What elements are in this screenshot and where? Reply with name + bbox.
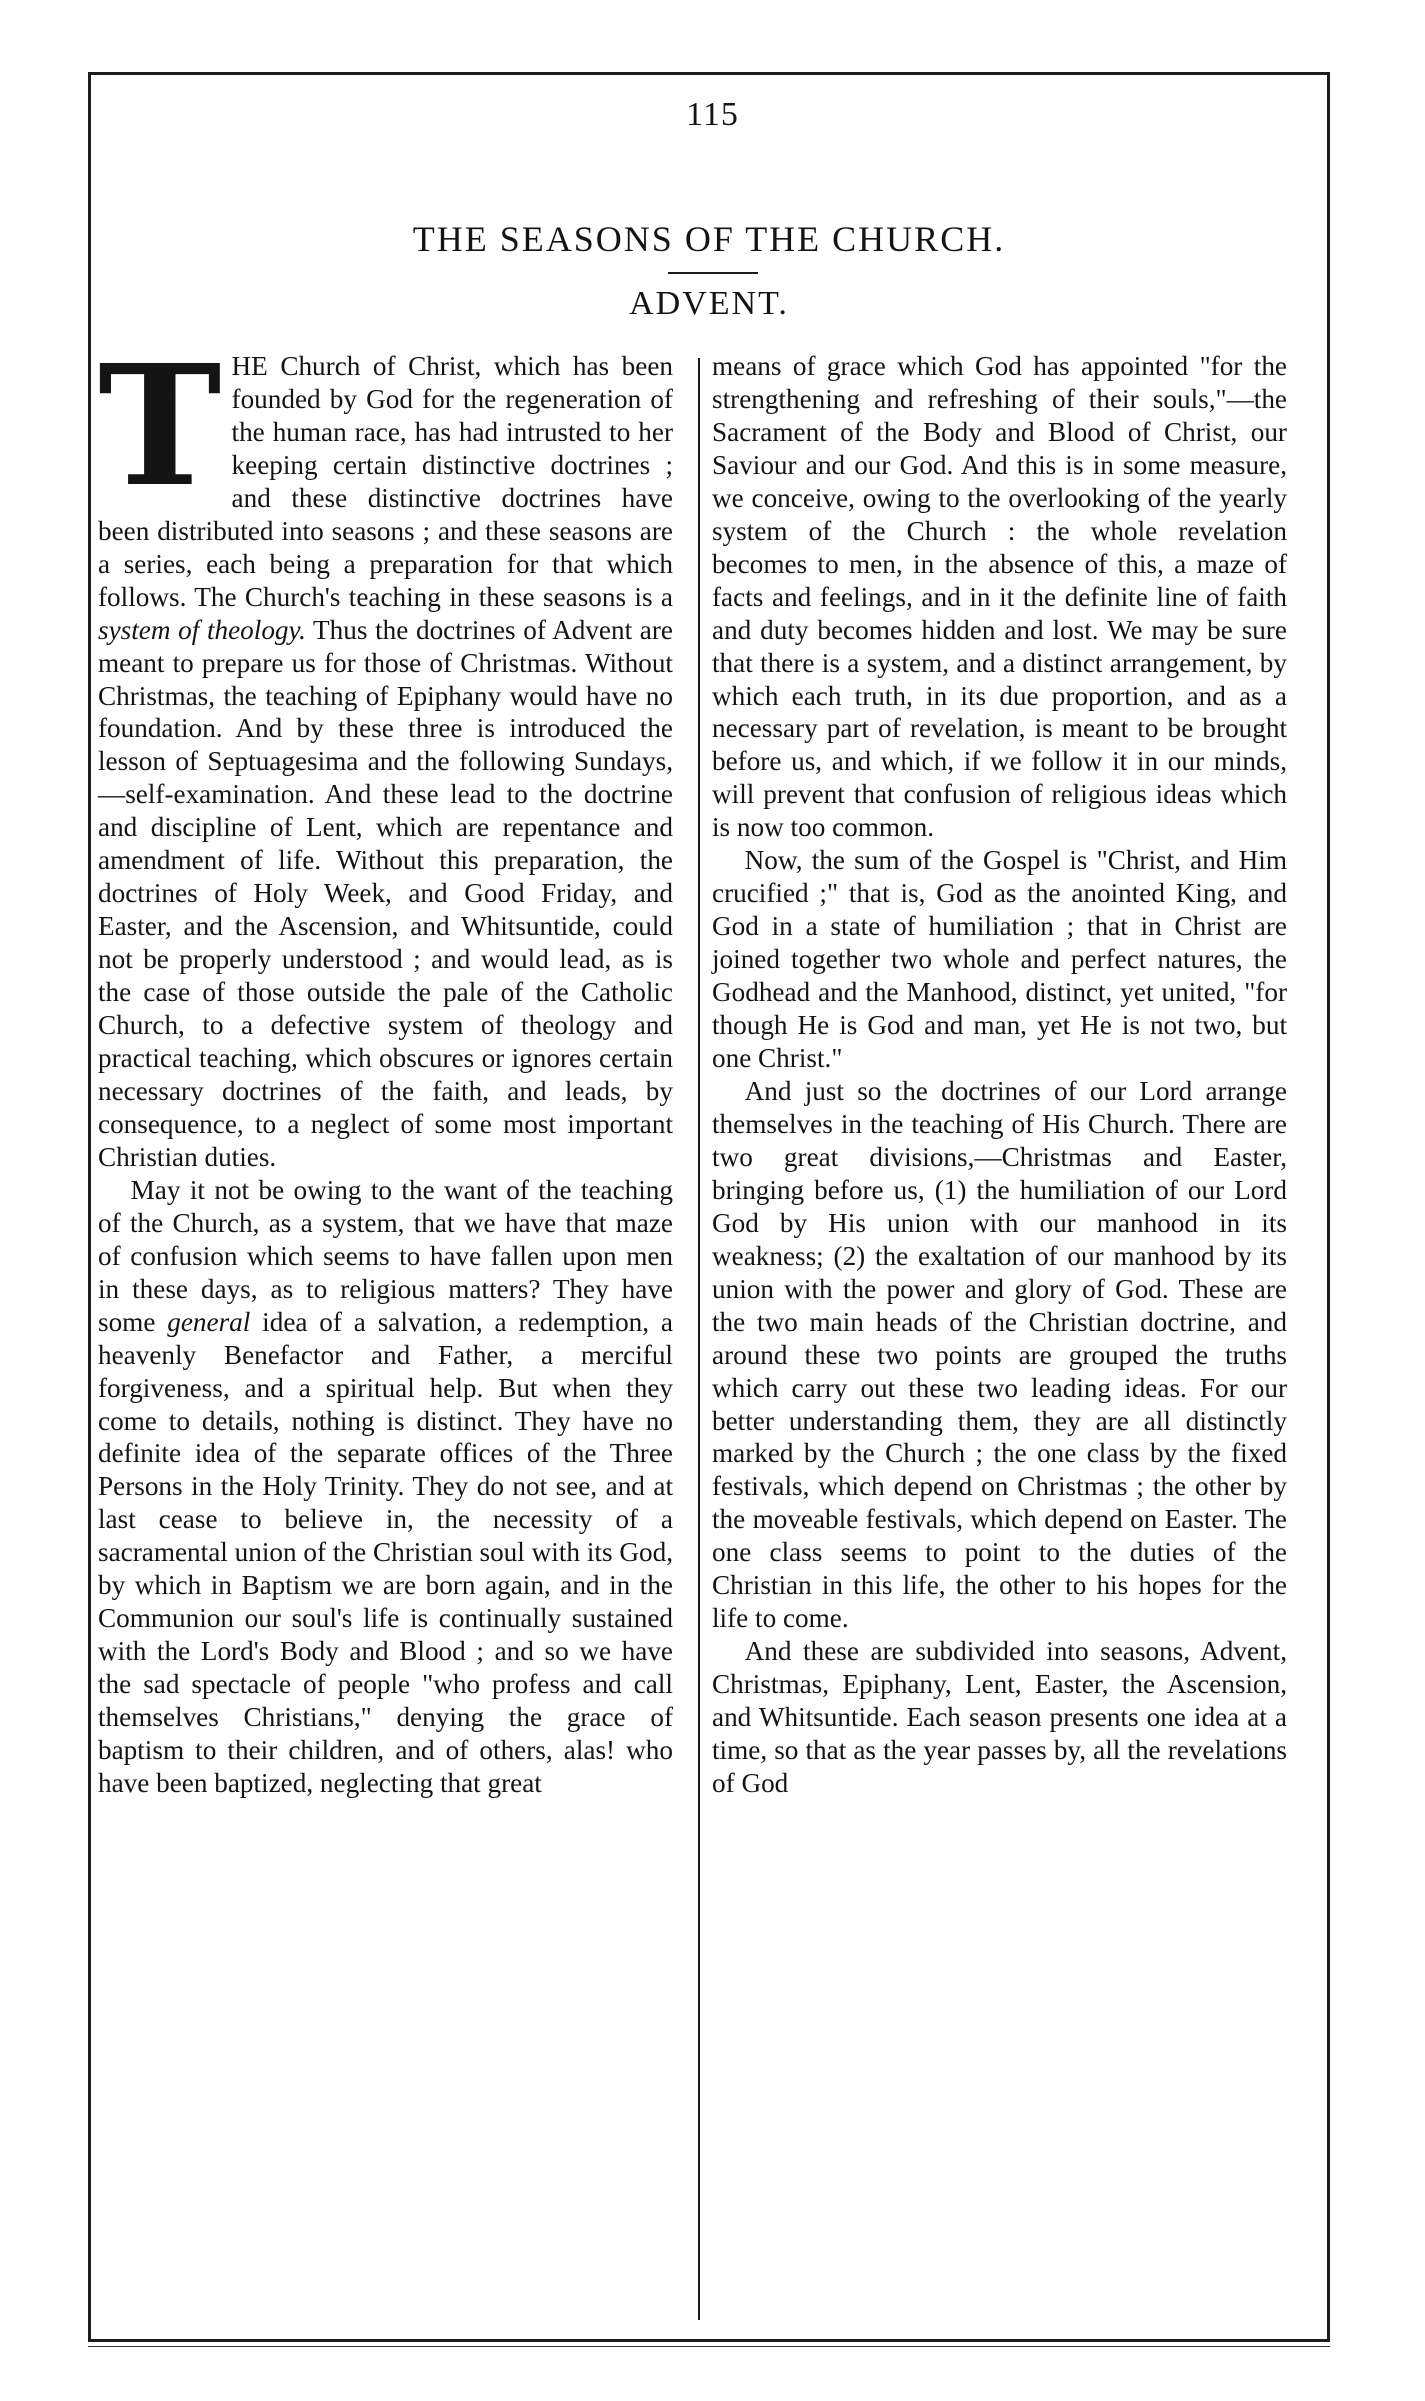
column-divider	[698, 358, 700, 2320]
section-heading: ADVENT.	[629, 285, 789, 322]
right-column	[712, 350, 1287, 1800]
bottom-rule	[88, 2346, 1330, 2347]
paragraph: May it not be owing to the want of the teaching of the Church, as a system, that we have that maze of confusion which seems to have fallen upon men in these days, as to religious matters? They have some general idea of a salvation, a redemption, a heavenly Benefactor and Father, a merciful forgiveness, and a spiritual help. But when they come to details, nothing is distinct. They have no definite idea of the separate offices of the Three Persons in the Holy Trinity. They do not see, and at last cease to believe in, the necessity of a sacramental union of the Christian soul with its God, by which in Baptism we are born again, and in the Communion our soul's life is continually sustained with the Lord's Body and Blood ; and so we have the sad spectacle of people "who profess and call themselves Christians," denying the grace of baptism to their children, and of others, alas! who have been baptized, neglecting that great	[98, 1174, 673, 1798]
left-column	[98, 329, 673, 1800]
paragraph: Now, the sum of the Gospel is "Christ, and Him crucified ;" that is, God as the anointed King, and God in a state of humiliation ; that in Christ are joined together two whole and perfect natures, the Godhead and the Manhood, distinct, yet united, "for though He is God and man, yet He is not two, but one Christ."	[712, 845, 1287, 1074]
emphasis-text: system of theology.	[98, 614, 306, 645]
title-divider	[668, 272, 758, 274]
paragraph: And just so the doctrines of our Lord arrange themselves in the teaching of His Church. There are two great divisions,—Christmas and Easter, bringing before us, (1) the humiliation of our Lord God by His union with our manhood in its weakness; (2) the exaltation of our manhood by its union with the power and glory of God. These are the two main heads of the Christian doctrine, and around these two points are grouped the truths which carry out these two leading ideas. For our better understanding them, they are all distinctly marked by the Church ; the one class by the fixed festivals, which depend on Christmas ; the other by the moveable festivals, which depend on Easter. The one class seems to point to the duties of the Christian in this life, the other to his hopes for the life to come.	[712, 1075, 1287, 1634]
page-number: 115	[686, 96, 739, 133]
paragraph: And these are subdivided into seasons, Advent, Christmas, Epiphany, Lent, Easter, the Ascension, and Whitsuntide. Each season presents one idea at a time, so that as the year passes by, all the revelations of God	[712, 1636, 1287, 1798]
emphasis-text: general	[167, 1306, 251, 1337]
paragraph-intro: THE Church of Christ, which has been founded by God for the regeneration of the human race, has had intrusted to her keeping certain distinctive doctrines ; and these distinctive doctrines have been distributed into seasons ; and these seasons are a series, each being a preparation for that which follows. The Church's teaching in these seasons is a system of theology. Thus the doctrines of Advent are meant to prepare us for those of Christmas. Without Christmas, the teaching of Epiphany would have no foundation. And by these three is introduced the lesson of Septuagesima and the following Sundays,—self-examination. And these lead to the doctrine and discipline of Lent, which are repentance and amendment of life. Without this preparation, the doctrines of Holy Week, and Good Friday, and Easter, and the Ascension, and Whitsuntide, could not be properly understood ; and would lead, as is the case of those outside the pale of the Catholic Church, to a defective system of theology and practical teaching, which obscures or ignores certain necessary doctrines of the faith, and leads, by consequence, to a neglect of some most important Christian duties.	[98, 329, 673, 1172]
drop-cap: T	[98, 329, 222, 524]
paragraph: means of grace which God has appointed "for the strengthening and refreshing of their souls,"—the Sacrament of the Body and Blood of Christ, our Saviour and our God. And this is in some measure, we conceive, owing to the overlooking of the yearly system of the Church : the whole revelation becomes to men, in the absence of this, a maze of facts and feelings, and in it the definite line of faith and duty becomes hidden and lost. We may be sure that there is a system, and a distinct arrangement, by which each truth, in its due proportion, and as a necessary part of revelation, is meant to be brought before us, and which, if we follow it in our minds, will prevent that confusion of religious ideas which is now too common.	[712, 351, 1287, 843]
page-title: THE SEASONS OF THE CHURCH.	[412, 219, 1006, 259]
